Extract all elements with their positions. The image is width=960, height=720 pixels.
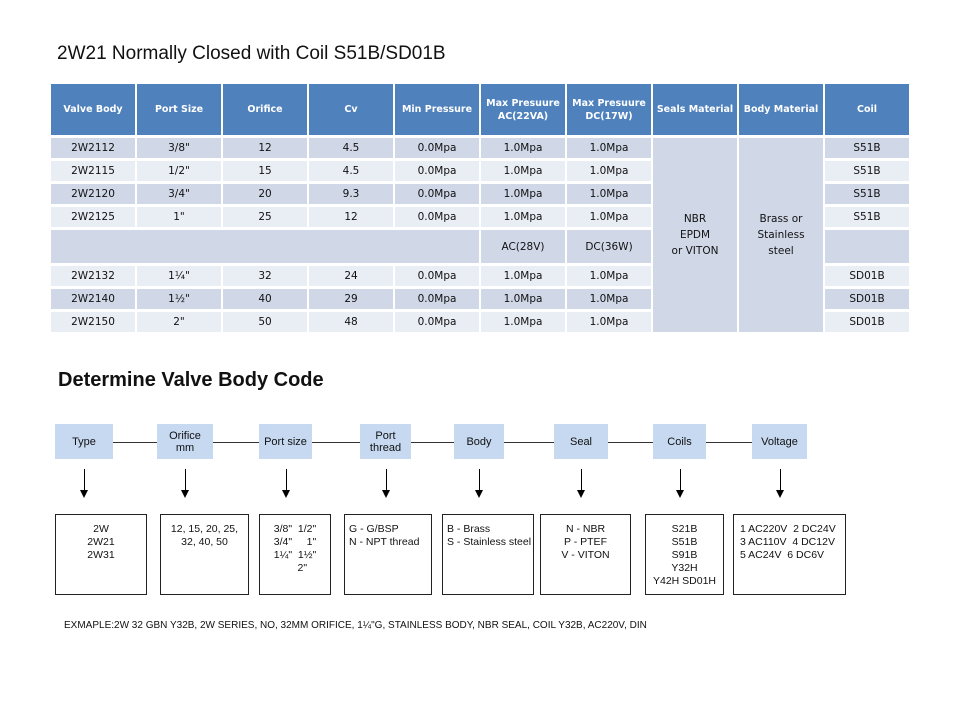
cell-orifice: 12 — [223, 138, 307, 158]
cell-body-material: Brass or Stainless steel — [739, 138, 823, 332]
cell-max-dc: 1.0Mpa — [567, 184, 651, 204]
cell-max-ac: 1.0Mpa — [481, 161, 565, 181]
down-arrow-icon — [577, 490, 585, 498]
down-arrow-icon — [776, 490, 784, 498]
header-min-pressure: Min Pressure — [395, 84, 479, 135]
cell-max-ac: 1.0Mpa — [481, 184, 565, 204]
header-cv: Cv — [309, 84, 393, 135]
cell-max-dc: 1.0Mpa — [567, 312, 651, 332]
cell-max-ac: 1.0Mpa — [481, 207, 565, 227]
flow-header-port-thread: Port thread — [360, 424, 411, 459]
down-arrow-icon — [181, 490, 189, 498]
cell-cv: 4.5 — [309, 161, 393, 181]
cell-min-pressure: 0.0Mpa — [395, 138, 479, 158]
connector-line — [608, 442, 653, 443]
down-arrow-line — [780, 469, 781, 491]
header-valve-body: Valve Body — [51, 84, 135, 135]
header-orifice: Orifice — [223, 84, 307, 135]
cell-max-dc: 1.0Mpa — [567, 161, 651, 181]
cell-coil: S51B — [825, 207, 909, 227]
flow-options-port-thread: G - G/BSP N - NPT thread — [344, 514, 432, 595]
cell-port-size: 1" — [137, 207, 221, 227]
connector-line — [312, 442, 360, 443]
down-arrow-line — [84, 469, 85, 491]
header-body-material: Body Material — [739, 84, 823, 135]
cell-valve-body: 2W2112 — [51, 138, 135, 158]
header-coil: Coil — [825, 84, 909, 135]
flow-options-orifice: 12, 15, 20, 25, 32, 40, 50 — [160, 514, 249, 595]
down-arrow-icon — [80, 490, 88, 498]
cell-coil: S51B — [825, 161, 909, 181]
cell-port-size: 1¼" — [137, 266, 221, 286]
down-arrow-line — [386, 469, 387, 491]
cell-seals-material: NBR EPDM or VITON — [653, 138, 737, 332]
down-arrow-line — [185, 469, 186, 491]
flow-options-type: 2W 2W21 2W31 — [55, 514, 147, 595]
cell-max-ac: 1.0Mpa — [481, 138, 565, 158]
cell-sub-dc: DC(36W) — [567, 230, 651, 263]
flow-header-orifice: Orifice mm — [157, 424, 213, 459]
cell-min-pressure: 0.0Mpa — [395, 207, 479, 227]
cell-valve-body: 2W2132 — [51, 266, 135, 286]
cell-coil: S51B — [825, 184, 909, 204]
cell-cv: 29 — [309, 289, 393, 309]
cell-sub-ac: AC(28V) — [481, 230, 565, 263]
flow-header-body: Body — [454, 424, 504, 459]
cell-port-size: 3/4" — [137, 184, 221, 204]
cell-coil: S51B — [825, 138, 909, 158]
cell-min-pressure: 0.0Mpa — [395, 266, 479, 286]
flow-options-coils: S21B S51B S91B Y32H Y42H SD01H — [645, 514, 724, 595]
cell-port-size: 3/8" — [137, 138, 221, 158]
down-arrow-line — [286, 469, 287, 491]
connector-line — [411, 442, 454, 443]
cell-coil: SD01B — [825, 312, 909, 332]
cell-min-pressure: 0.0Mpa — [395, 184, 479, 204]
cell-max-ac: 1.0Mpa — [481, 266, 565, 286]
example-text: EXMAPLE:2W 32 GBN Y32B, 2W SERIES, NO, 32MM ORIFICE, 1¼"G, STAINLESS BODY, NBR SEAL, COIL Y32B, AC220V, DIN — [64, 620, 647, 631]
cell-valve-body: 2W2120 — [51, 184, 135, 204]
connector-line — [113, 442, 157, 443]
header-port-size: Port Size — [137, 84, 221, 135]
flow-options-voltage: 1 AC220V 2 DC24V 3 AC110V 4 DC12V 5 AC24V 6 DC6V — [733, 514, 846, 595]
connector-line — [213, 442, 259, 443]
cell-valve-body: 2W2115 — [51, 161, 135, 181]
cell-min-pressure: 0.0Mpa — [395, 161, 479, 181]
flow-header-voltage: Voltage — [752, 424, 807, 459]
cell-max-dc: 1.0Mpa — [567, 207, 651, 227]
cell-orifice: 20 — [223, 184, 307, 204]
cell-valve-body: 2W2150 — [51, 312, 135, 332]
cell-orifice: 40 — [223, 289, 307, 309]
flow-header-port-size: Port size — [259, 424, 312, 459]
down-arrow-icon — [382, 490, 390, 498]
flow-options-seal: N - NBR P - PTEF V - VITON — [540, 514, 631, 595]
cell-cv: 24 — [309, 266, 393, 286]
cell-valve-body: 2W2125 — [51, 207, 135, 227]
cell-cv: 9.3 — [309, 184, 393, 204]
cell-port-size: 1½" — [137, 289, 221, 309]
cell-port-size: 2" — [137, 312, 221, 332]
cell-orifice: 15 — [223, 161, 307, 181]
cell-orifice: 32 — [223, 266, 307, 286]
connector-line — [706, 442, 752, 443]
cell-valve-body: 2W2140 — [51, 289, 135, 309]
header-max-pressure-dc: Max Presuure DC(17W) — [567, 84, 651, 135]
flow-options-body: B - Brass S - Stainless steel — [442, 514, 534, 595]
cell-cv: 48 — [309, 312, 393, 332]
cell-coil: SD01B — [825, 266, 909, 286]
cell-cv: 12 — [309, 207, 393, 227]
flow-header-seal: Seal — [554, 424, 608, 459]
header-seals-material: Seals Material — [653, 84, 737, 135]
flow-options-port-size: 3/8" 1/2" 3/4" 1" 1¼" 1½" 2" — [259, 514, 331, 595]
cell-port-size: 1/2" — [137, 161, 221, 181]
cell-coil: SD01B — [825, 289, 909, 309]
table-title: 2W21 Normally Closed with Coil S51B/SD01B — [57, 43, 446, 64]
cell-max-dc: 1.0Mpa — [567, 289, 651, 309]
down-arrow-line — [479, 469, 480, 491]
cell-orifice: 50 — [223, 312, 307, 332]
cell-max-ac: 1.0Mpa — [481, 289, 565, 309]
flow-header-coils: Coils — [653, 424, 706, 459]
down-arrow-line — [581, 469, 582, 491]
down-arrow-icon — [475, 490, 483, 498]
cell-min-pressure: 0.0Mpa — [395, 312, 479, 332]
cell-max-dc: 1.0Mpa — [567, 138, 651, 158]
cell-cv: 4.5 — [309, 138, 393, 158]
section-title: Determine Valve Body Code — [58, 369, 324, 391]
header-max-pressure-ac: Max Presuure AC(22VA) — [481, 84, 565, 135]
cell-max-dc: 1.0Mpa — [567, 266, 651, 286]
connector-line — [504, 442, 554, 443]
down-arrow-icon — [676, 490, 684, 498]
down-arrow-icon — [282, 490, 290, 498]
cell-orifice: 25 — [223, 207, 307, 227]
cell-max-ac: 1.0Mpa — [481, 312, 565, 332]
cell-min-pressure: 0.0Mpa — [395, 289, 479, 309]
flow-header-type: Type — [55, 424, 113, 459]
down-arrow-line — [680, 469, 681, 491]
